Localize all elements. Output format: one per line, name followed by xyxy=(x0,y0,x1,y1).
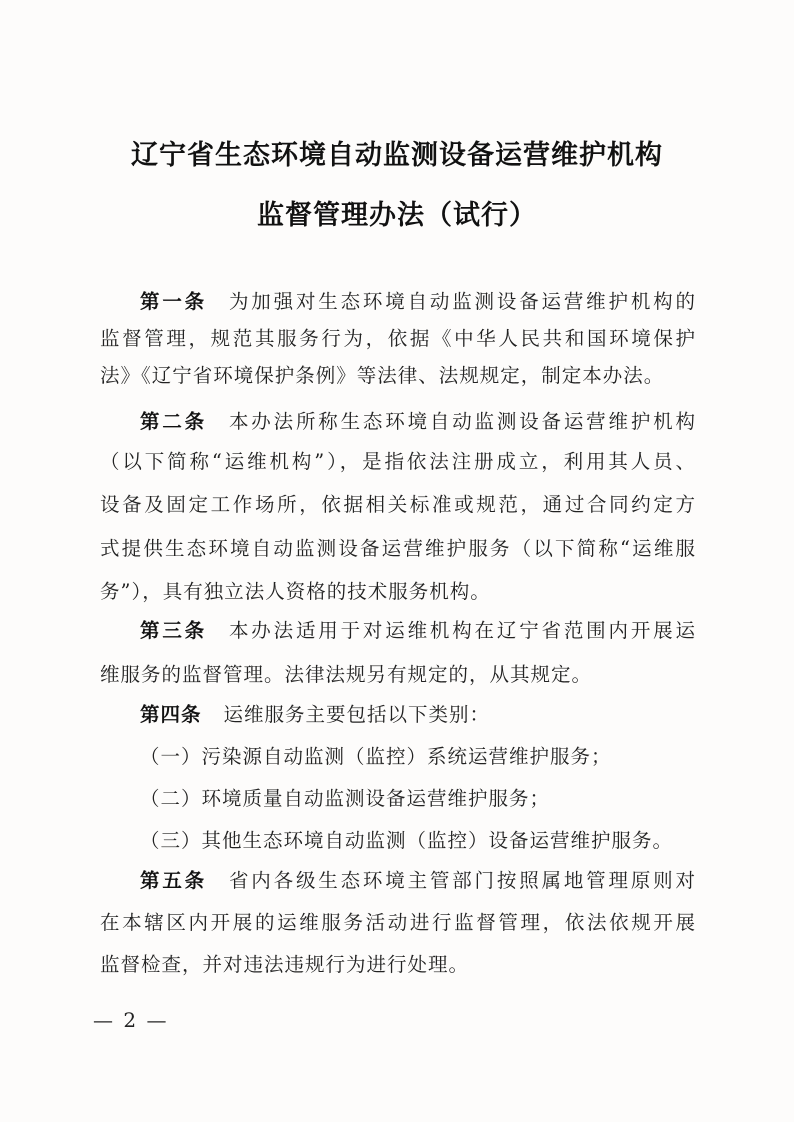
article-2-line-2: （以下简称“运维机构”），是指依法注册成立，利用其人员、 xyxy=(100,450,696,473)
article-2-line-1 xyxy=(140,407,696,437)
document-title-line-2: 监督管理办法（试行） xyxy=(257,200,537,231)
article-1-line-2: 监督管理，规范其服务行为，依据《中华人民共和国环境保护 xyxy=(100,327,696,350)
article-2-line-5: 务”），具有独立法人资格的技术服务机构。 xyxy=(100,580,491,603)
article-4-item-2: （二）环境质量自动监测设备运营维护服务； xyxy=(140,787,551,810)
article-4-item-1: （一）污染源自动监测（监控）系统运营维护服务； xyxy=(140,745,612,768)
article-3-line-2: 维服务的监督管理。法律法规另有规定的，从其规定。 xyxy=(100,663,593,686)
article-4-label: 第四条 xyxy=(140,703,202,726)
article-3-label: 第三条 xyxy=(140,619,207,642)
article-1-label: 第一条 xyxy=(140,290,207,313)
article-4-text-1: 运维服务主要包括以下类别： xyxy=(223,703,491,726)
article-2-line-4: 式提供生态环境自动监测设备运营维护服务（以下简称“运维服 xyxy=(100,537,696,560)
article-3-line-1 xyxy=(140,616,696,646)
article-3-text-1: 本办法适用于对运维机构在辽宁省范围内开展运 xyxy=(228,619,696,642)
article-4-item-3: （三）其他生态环境自动监测（监控）设备运营维护服务。 xyxy=(140,829,674,852)
page-number: — 2 — xyxy=(93,1008,169,1032)
article-2-text-1: 本办法所称生态环境自动监测设备运营维护机构 xyxy=(228,410,696,433)
article-2-label: 第二条 xyxy=(140,410,207,433)
article-1-line-3: 法》《辽宁省环境保护条例》等法律、法规规定，制定本办法。 xyxy=(100,364,665,387)
article-2-line-3: 设备及固定工作场所，依据相关标准或规范，通过合同约定方 xyxy=(100,493,696,516)
article-1-line-1 xyxy=(140,287,696,317)
document-title-line-1: 辽宁省生态环境自动监测设备运营维护机构 xyxy=(131,140,663,171)
article-5-line-1 xyxy=(140,866,696,896)
article-5-line-3: 监督检查，并对违法违规行为进行处理。 xyxy=(100,953,470,976)
article-5-line-2: 在本辖区内开展的运维服务活动进行监督管理，依法依规开展 xyxy=(100,911,696,934)
article-5-text-1: 省内各级生态环境主管部门按照属地管理原则对 xyxy=(228,869,696,892)
article-1-text-1: 为加强对生态环境自动监测设备运营维护机构的 xyxy=(228,290,696,313)
article-4-line-1 xyxy=(140,700,696,730)
article-5-label: 第五条 xyxy=(140,869,207,892)
